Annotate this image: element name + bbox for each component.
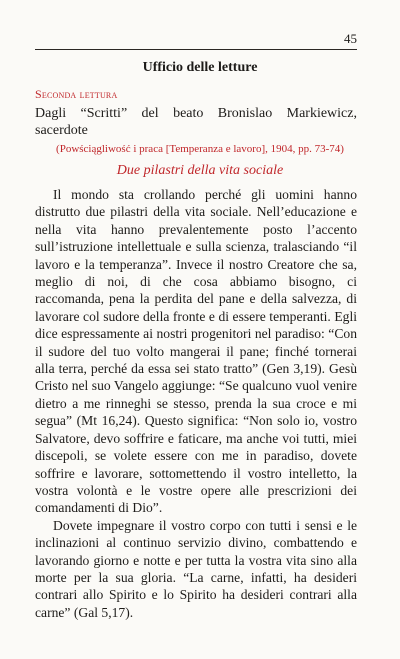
body-paragraph: Il mondo sta crollando perché gli uomini hanno distrutto due pilastri della vita sociale. Nell’educazione e nella vita hanno prevalentemente posto l’accento sull’istruzione intellettuale e sulla scienza, tralasciando “il lavoro e la temperanza”. Invece il nostro Creatore che sa, meglio di noi, di che cosa abbiamo bisogno, ci raccomanda, pena la perdita del pane e della salvezza, di lavorare col sudore della fronte e di essere temperanti. Egli dice espressamente ai nostri progenitori nel paradiso: “Con il sudore del tuo volto mangerai il pane; finché tornerai alla terra, perché da essa sei stato tratto” (Gen 3,19). Gesù Cristo nel suo Vangelo aggiunge: “Se qualcuno vuol venire dietro a me rinneghi se stesso, prenda la sua croce e mi segua” (Mt 16,24). Questo significa: “Non solo io, vostro Salvatore, devo soffrire e faticare, ma anche voi tutti, miei discepoli, se volete essere con me in paradiso, dovete soffrire e lavorare, sottomettendo il vostro intelletto, la vostra volontà e le vostre opere alle prescrizioni dei comandamenti di Dio”. — [35, 187, 357, 516]
reading-source: Dagli “Scritti” del beato Bronislao Markiewicz, sacerdote — [35, 106, 357, 138]
reading-body — [35, 186, 357, 621]
section-label: Seconda lettura — [35, 87, 118, 101]
header-rule — [35, 49, 357, 50]
body-paragraph: Dovete impegnare il vostro corpo con tutti i sensi e le inclinazioni al continuo servizio divino, combattendo e lavorando giorno e notte e per tutta la vostra vita sino alla morte per la sua gloria. “La carne, infatti, ha desideri contrari allo Spirito e lo Spirito ha desideri contrari alla carne” (Gal 5,17). — [35, 517, 357, 620]
office-title: Ufficio delle letture — [142, 60, 258, 75]
page-number: 45 — [344, 31, 357, 46]
reading-subtitle: Due pilastri della vita sociale — [116, 163, 284, 178]
source-reference: (Powściągliwość i praca [Temperanza e lavoro], 1904, pp. 73-74) — [56, 143, 344, 155]
